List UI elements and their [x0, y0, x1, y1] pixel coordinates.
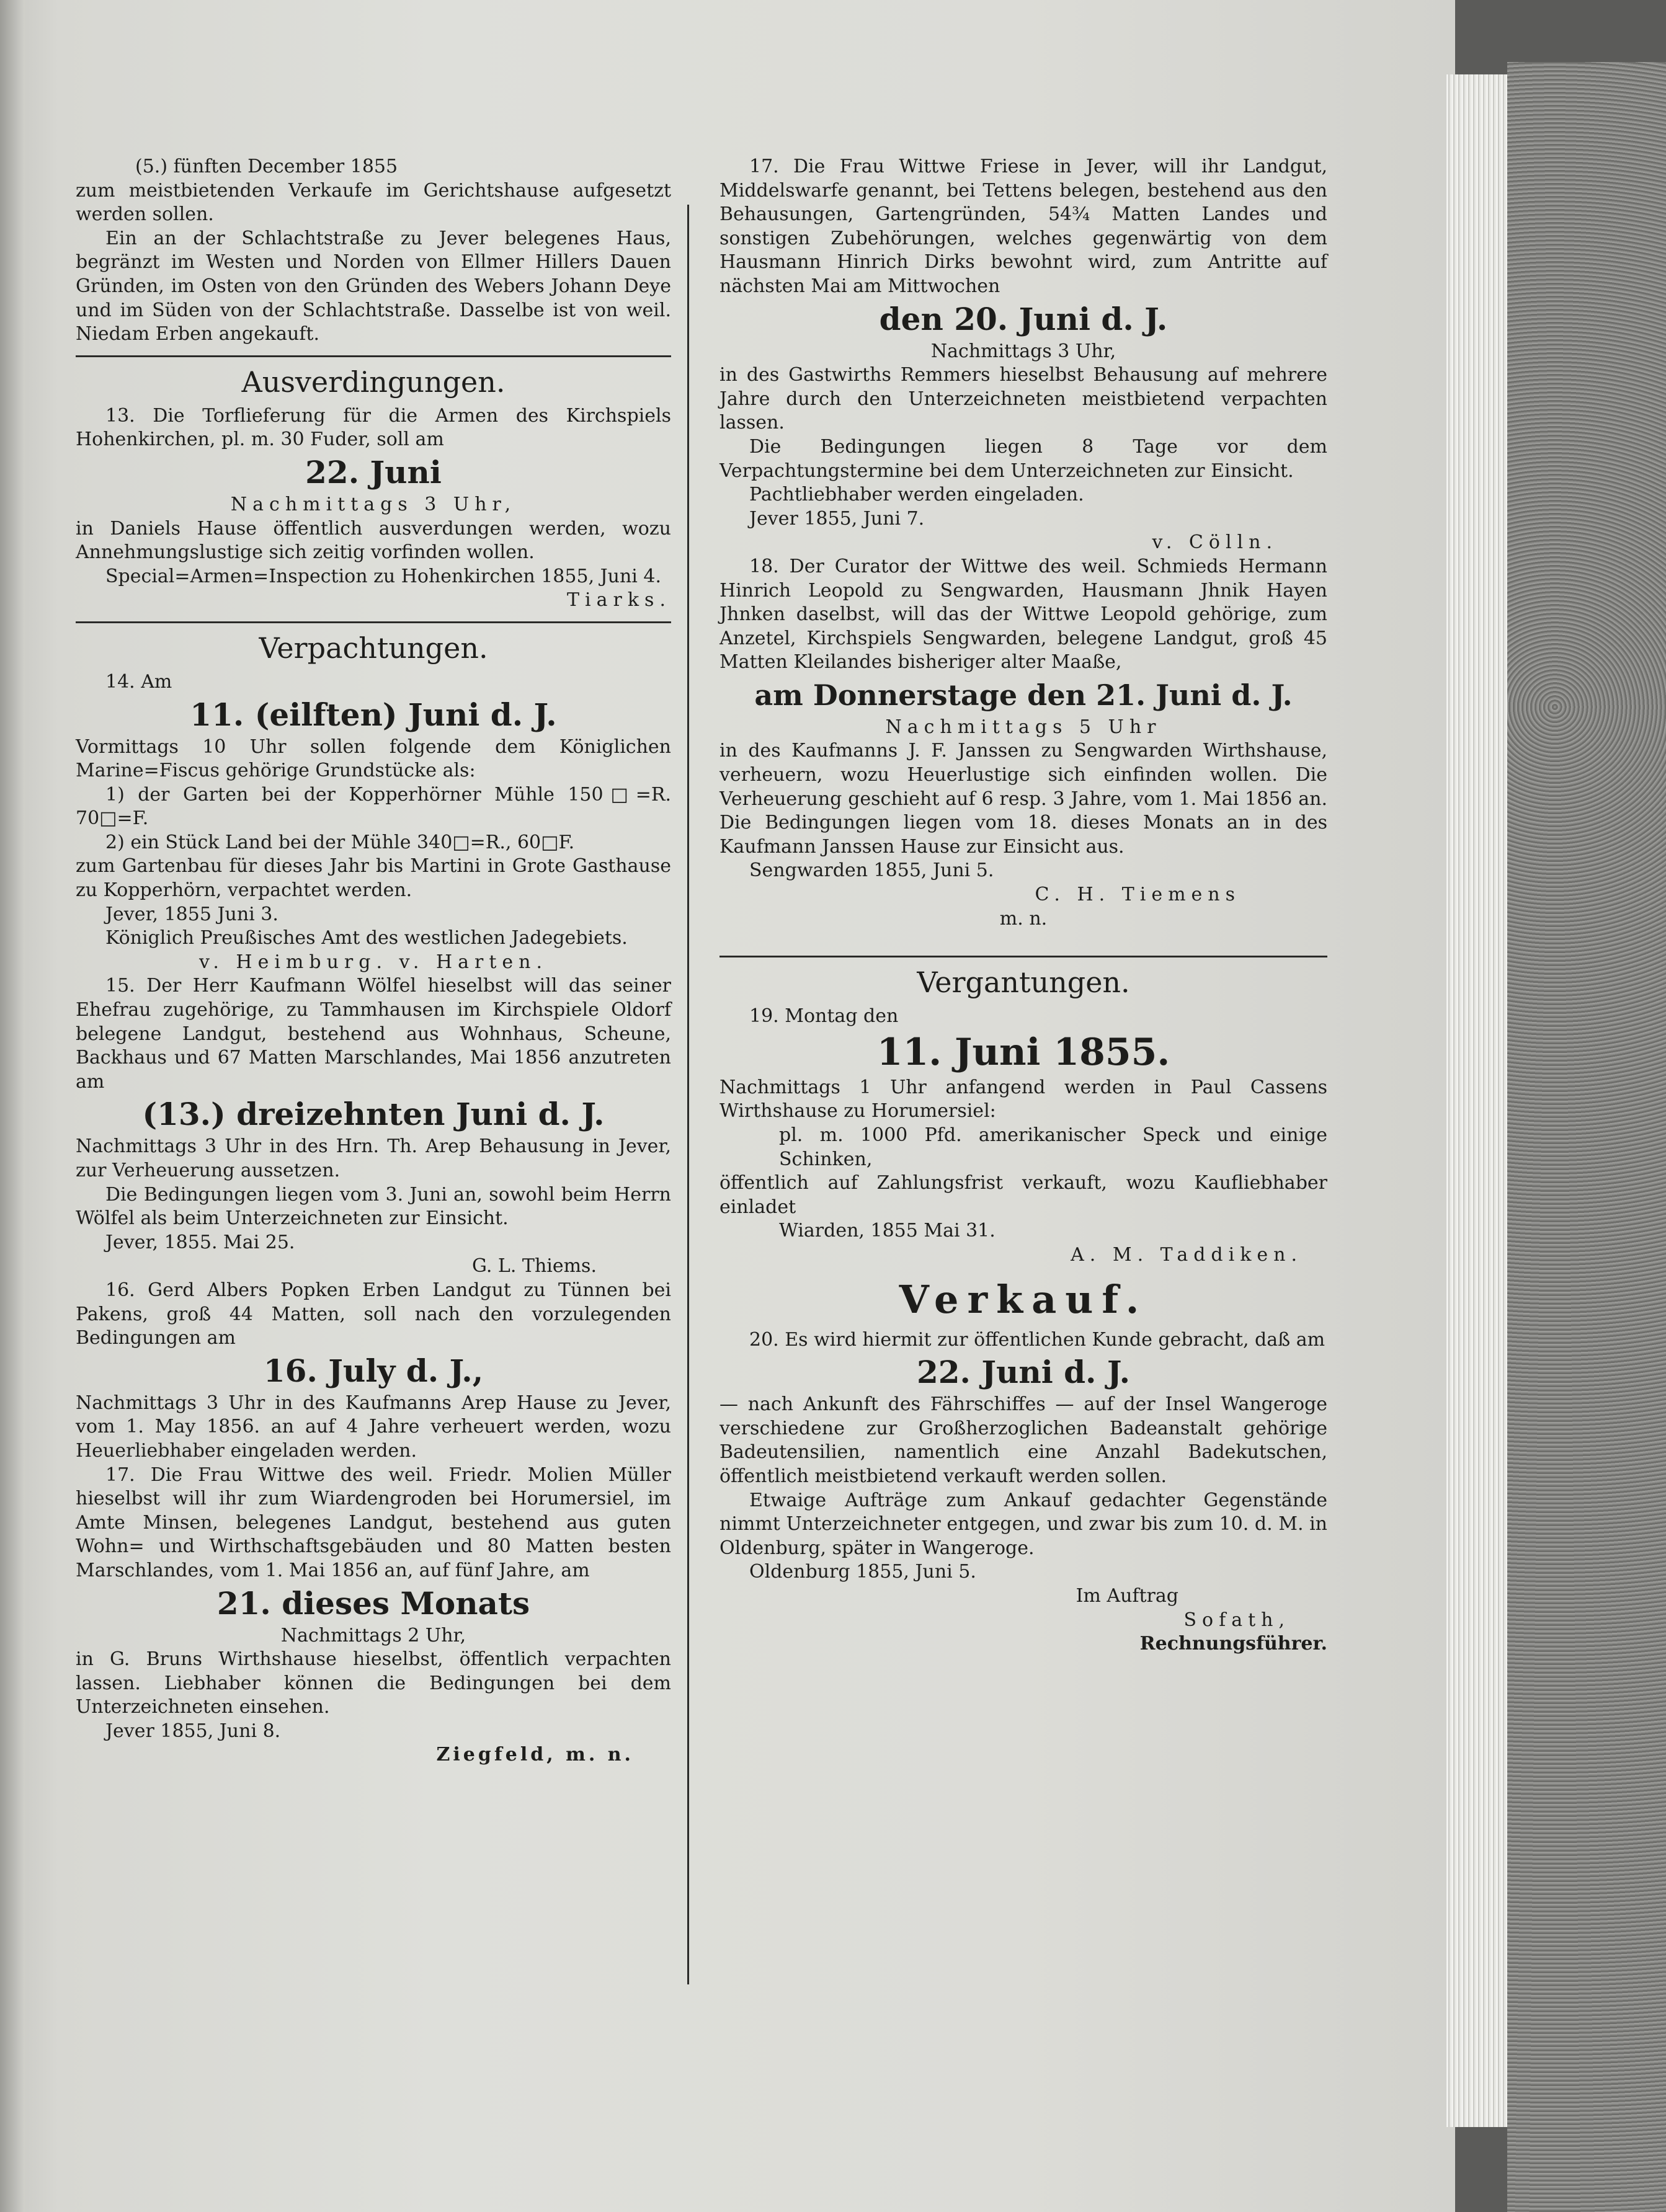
notice-intro: 17. Die Frau Wittwe des weil. Friedr. Molien Müller hieselbst will ihr zum Wiardengroden bei Horumersiel, im Amte Minsen, belegenes Landgut, bestehend aus guten Wohn= und Wirthschaftsgebäuden und 80 Matten besten Marschlandes, vom 1. Mai 1856 an, auf fünf Jahre, am — [76, 1464, 671, 1581]
notice-19 — [719, 1005, 1327, 1267]
notice-intro: 17. Die Frau Wittwe Friese in Jever, will ihr Landgut, Middelswarfe genannt, bei Tettens belegen, bestehend aus den Behausungen, Gartengründen, 54¾ Matten Landes und sonstigen Zubehörungen, welches gegenwärtig von dem Hausmann Hinrich Dirks bewohnt wird, zum Antritte auf nächsten Mai am Mittwochen — [719, 156, 1327, 297]
notice-signature: G. L. Thiems. — [471, 1255, 597, 1277]
notice-house: Ein an der Schlachtstraße zu Jever belegenes Haus, begränzt im Westen und Norden von Ellmer Hillers Dauen Gründen, im Osten von den Gründen des Webers Johann Deye und im Süden von der Schlachtstraße. Dasselbe ist von weil. Niedam Erben angekauft. — [76, 227, 671, 345]
notice-text: in G. Bruns Wirthshause hieselbst, öffentlich verpachten lassen. Liebhaber können die Bedingungen bei dem Unterzeichneten einsehen. — [76, 1648, 671, 1718]
notice-place: Jever, 1855. Mai 25. — [105, 1231, 295, 1253]
notice-intro: 20. Es wird hiermit zur öffentlichen Kunde gebracht, daß am — [749, 1328, 1325, 1351]
notice-intro: 13. Die Torflieferung für die Armen des Kirchspiels Hohenkirchen, pl. m. 30 Fuder, soll am — [76, 404, 671, 451]
notice-conditions: Die Bedingungen liegen vom 3. Juni an, sowohl beim Herrn Wölfel als beim Unterzeichneten zur Einsicht. — [76, 1183, 671, 1230]
notice-text: Nachmittags 3 Uhr in des Hrn. Th. Arep Behausung in Jever, zur Verheuerung aussetzen. — [76, 1135, 671, 1181]
notice-17 — [719, 155, 1327, 555]
notice-place: Jever 1855, Juni 7. — [749, 507, 925, 530]
notice-time: Nachmittags 2 Uhr, — [280, 1624, 466, 1646]
notice-date-heading: 11. Juni 1855. — [876, 1030, 1170, 1074]
left-column — [76, 155, 671, 1767]
notice-place: Wiarden, 1855 Mai 31. — [779, 1220, 996, 1242]
notice-date-heading: 11. (eilften) Juni d. J. — [190, 696, 557, 733]
book-gutter — [0, 0, 25, 2212]
notice-14 — [76, 670, 671, 975]
notice-place: Sengwarden 1855, Juni 5. — [749, 859, 994, 882]
notice-item: 2) ein Stück Land bei der Mühle 340□=R., 60□F. — [105, 831, 575, 853]
notice-signature-suffix: m. n. — [999, 907, 1048, 930]
notice-signature: Sofath, — [1183, 1609, 1290, 1631]
notice-item: pl. m. 1000 Pfd. amerikanischer Speck und einige Schinken, — [779, 1124, 1327, 1170]
notice-date-heading: den 20. Juni d. J. — [879, 300, 1168, 337]
column-divider — [687, 205, 689, 1984]
notice-text: in des Kaufmanns J. F. Janssen zu Sengwarden Wirthshause, verheuern, wozu Heuerlustige sich einfinden wollen. Die Verheuerung geschieht auf 6 resp. 3 Jahre, vom 1. Mai 1856 an. Die Bedingungen liegen vom 18. dieses Monats an in des Kaufmann Janssen Hause zur Einsicht aus. — [719, 740, 1327, 858]
notice-signature: Tiarks. — [567, 589, 671, 611]
notice-text: — nach Ankunft des Fährschiffes — auf der Insel Wangeroge verschiedene zur Großherzoglichen Badeanstalt gehörige Badeutensilien, namentlich eine Anzahl Badekutschen, öffentlich meistbietend verkauft werden sollen. — [719, 1393, 1327, 1487]
notice-text: Nachmittags 1 Uhr anfangend werden in Paul Cassens Wirthshause zu Horumersiel: — [719, 1076, 1327, 1122]
section-rule — [76, 355, 671, 357]
notice-date-heading: am Donnerstage den 21. Juni d. J. — [754, 678, 1293, 712]
notice-intro: 15. Der Herr Kaufmann Wölfel hieselbst will das seiner Ehefrau zugehörige, zu Tammhausen im Kirchspiele Oldorf belegene Landgut, bestehend aus Wohnhaus, Scheune, Backhaus und 67 Matten Marschlandes, Mai 1856 anzutreten am — [76, 975, 671, 1093]
notice-invite: Pachtliebhaber werden eingeladen. — [749, 484, 1084, 506]
notice-office: Königlich Preußisches Amt des westlichen Jadegebiets. — [105, 927, 628, 949]
notice-intro: 16. Gerd Albers Popken Erben Landgut zu Tünnen bei Pakens, groß 44 Matten, soll nach den vorzulegenden Bedingungen am — [76, 1279, 671, 1349]
notice-signature: Ziegfeld, m. n. — [436, 1744, 634, 1766]
section-title-verkauf: Verkauf. — [899, 1276, 1148, 1322]
notice-conditions: Etwaige Aufträge zum Ankauf gedachter Gegenstände nimmt Unterzeichneter entgegen, und zwar bis zum 10. d. M. in Oldenburg, später in Wangeroge. — [719, 1489, 1327, 1559]
notice-text: Nachmittags 3 Uhr in des Kaufmanns Arep Hause zu Jever, vom 1. May 1856. an auf 4 Jahre verheuert werden, wozu Heuerliebhaber eingeladen werden. — [76, 1392, 671, 1462]
right-column — [719, 155, 1327, 1656]
notice-text: Vormittags 10 Uhr sollen folgende dem Königlichen Marine=Fiscus gehörige Grundstücke als: — [76, 735, 671, 782]
notice-time: Nachmittags 5 Uhr — [885, 716, 1162, 738]
section-rule — [76, 621, 671, 623]
notice-17b — [76, 1464, 671, 1768]
notice-20 — [719, 1328, 1327, 1656]
notice-text: in des Gastwirths Remmers hieselbst Behausung auf mehrere Jahre durch den Unterzeichneten meistbietend verpachten lassen. — [719, 364, 1327, 434]
notice-signature: v. Cölln. — [1152, 531, 1278, 554]
book-cover-edge — [1507, 62, 1666, 2212]
notice-15 — [76, 974, 671, 1279]
section-title-ausverdingungen: Ausverdingungen. — [241, 365, 506, 399]
notice-place: Special=Armen=Inspection zu Hohenkirchen 1855, Juni 4. — [105, 565, 662, 587]
notice-item: 1) der Garten bei der Kopperhörner Mühle 150□=R. 70□=F. — [76, 783, 671, 830]
notice-13 — [76, 404, 671, 613]
notice-time: Nachmittags 3 Uhr, — [930, 340, 1116, 362]
notice-date-heading: 16. July d. J., — [263, 1352, 484, 1389]
notice-text: in Daniels Hause öffentlich ausverdungen werden, wozu Annehmungslustige sich zeitig vorfinden wollen. — [76, 517, 671, 564]
notice-date-heading: 22. Juni d. J. — [916, 1354, 1131, 1391]
notice-auftrag: Im Auftrag — [1076, 1584, 1178, 1607]
notice-intro: 18. Der Curator der Wittwe des weil. Schmieds Hermann Hinrich Leopold zu Sengwarden, Hausmann Jhnik Hayen Jhnken daselbst, will das der Wittwe Leopold gehörige, zum Anzetel, Kirchspiels Sengwarden, belegene Landgut, groß 45 Matten Kleilandes bisheriger alter Maaße, — [719, 555, 1327, 673]
notice-place: Jever 1855, Juni 8. — [105, 1720, 281, 1742]
notice-place: Oldenburg 1855, Juni 5. — [749, 1561, 976, 1583]
notice-date: (5.) fünften December 1855 — [135, 156, 398, 177]
notice-tail: zum Gartenbau für dieses Jahr bis Martini in Grote Gasthause zu Kopperhörn, verpachtet werden. — [76, 855, 671, 902]
notice-intro: 19. Montag den — [749, 1005, 899, 1028]
notice-date-heading: 21. dieses Monats — [216, 1584, 530, 1622]
notice-role: Rechnungsführer. — [1139, 1633, 1327, 1655]
notice-18 — [719, 555, 1327, 931]
notice-tail: öffentlich auf Zahlungsfrist verkauft, wozu Kaufliebhaber einladet — [719, 1172, 1327, 1218]
notice-date-heading: 22. Juni — [305, 453, 442, 491]
notice-place: Jever, 1855 Juni 3. — [105, 903, 278, 925]
continued-notice — [76, 155, 671, 347]
notice-conditions: Die Bedingungen liegen 8 Tage vor dem Verpachtungstermine bei dem Unterzeichneten zur Einsicht. — [719, 435, 1327, 482]
notice-time: Nachmittags 3 Uhr, — [230, 493, 517, 515]
notice-intro: 14. Am — [105, 670, 172, 693]
notice-signature: C. H. Tiemens — [1035, 884, 1241, 906]
section-title-vergantungen: Vergantungen. — [917, 966, 1130, 1000]
notice-signature: v. Heimburg. v. Harten. — [198, 951, 548, 973]
notice-date-heading: (13.) dreizehnten Juni d. J. — [142, 1096, 605, 1133]
section-rule — [719, 956, 1327, 957]
section-title-verpachtungen: Verpachtungen. — [259, 631, 488, 665]
notice-text: zum meistbietenden Verkaufe im Gerichtshause aufgesetzt werden sollen. — [76, 179, 671, 226]
notice-16 — [76, 1279, 671, 1464]
notice-signature: A. M. Taddiken. — [1071, 1243, 1303, 1266]
